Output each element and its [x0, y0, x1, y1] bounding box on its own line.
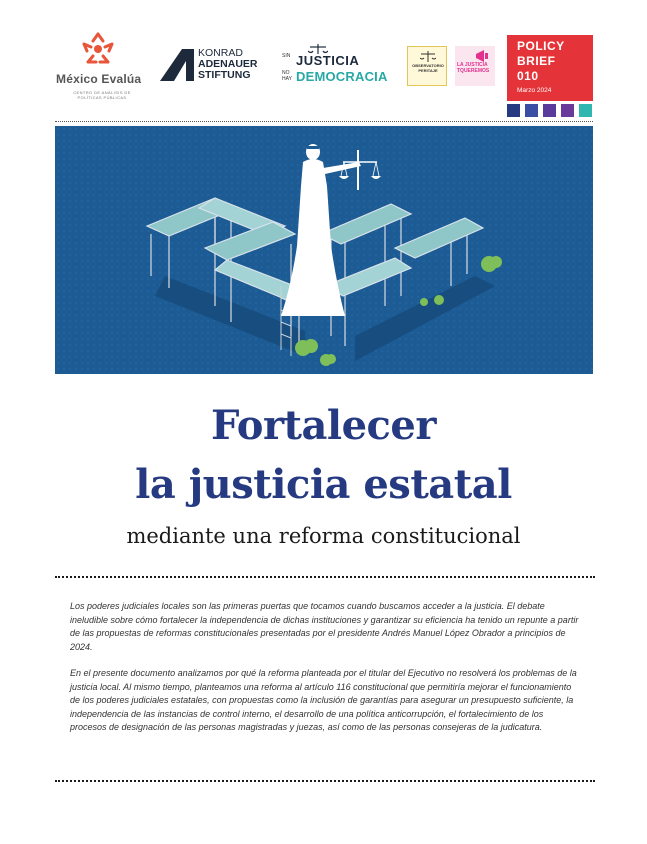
kas-logo — [160, 48, 270, 84]
kas-line-3: STIFTUNG — [198, 69, 251, 81]
policy-brief-line-1: POLICY — [517, 39, 565, 53]
sj-democracia: DEMOCRACIA — [296, 69, 388, 84]
color-swatch — [543, 104, 556, 117]
policy-brief-badge — [507, 35, 593, 101]
mexico-evalua-name: México Evalúa — [56, 72, 142, 86]
hero-illustration — [55, 126, 593, 374]
color-swatch — [525, 104, 538, 117]
kas-line-1: KONRAD — [198, 47, 243, 59]
page-title-line-2: la justicia estatal — [135, 461, 512, 508]
color-swatch — [579, 104, 592, 117]
observatorio-logo — [407, 46, 447, 86]
abstract-top-divider — [55, 576, 595, 578]
la-justicia-logo — [455, 46, 495, 86]
color-swatch — [561, 104, 574, 117]
sj-justicia: JUSTICIA — [296, 53, 360, 68]
mexico-evalua-logo — [50, 30, 150, 100]
page-subtitle: mediante una reforma constitucional — [126, 524, 521, 548]
policy-brief-line-2: BRIEF — [517, 54, 556, 68]
color-swatch — [507, 104, 520, 117]
sj-sin: SIN — [282, 53, 291, 59]
kas-mark-icon — [160, 49, 194, 81]
policy-brief-number: 010 — [517, 69, 539, 83]
kas-line-2: ADENAUER — [198, 58, 258, 70]
scales-icon — [420, 51, 436, 63]
sin-justicia-logo — [282, 44, 400, 88]
megaphone-icon — [475, 49, 491, 63]
abstract-paragraph-2: En el presente documento analizamos por qué la reforma planteada por el titular del Ejecutivo no resolverá los problemas de la justicia local. Al mismo tiempo, planteamos una reforma al artículo 116 constitucional que permitiría mejorar el funcionamiento de los poderes judiciales estatales, con propuestas como la inclusión de garantías para asegurar un presupuesto suficiente, la independencia de las instancias de control interno, el desarrollo de una política anticorrupción, el fortalecimiento de los procesos de designación de las personas magistradas y juezas, así como de las personas consejeras de la judicatura. — [70, 668, 577, 733]
observatorio-text: OBSERVATORIO PERITAJE — [412, 63, 444, 73]
abstract-paragraph-1: Los poderes judiciales locales son las primeras puertas que tocamos cuando buscamos acceder a la justicia. El debate ineludible sobre cómo fortalecer la independencia de dichas instituciones y garantizar su eficiencia ha tenido un repunte a partir de las propuestas de reformas constitucionales presentadas por el presidente Andrés Manuel López Obrador a principios de 2024. — [70, 601, 579, 652]
sj-hay: HAY — [282, 76, 292, 82]
policy-brief-date: Marzo 2024 — [517, 87, 552, 94]
mexico-evalua-tagline: CENTRO DE ANÁLISIS DE POLÍTICAS PÚBLICAS — [73, 90, 131, 100]
la-justicia-text: LA JUSTICIA TQUEREMOS — [457, 62, 490, 74]
abstract-bottom-divider — [55, 780, 595, 782]
header-divider — [55, 121, 593, 122]
mexico-evalua-mark-icon — [78, 30, 118, 70]
sj-no: NO — [282, 70, 290, 76]
page-title-line-1: Fortalecer — [211, 402, 436, 449]
justice-scaffolding-illustration-icon — [55, 126, 593, 374]
